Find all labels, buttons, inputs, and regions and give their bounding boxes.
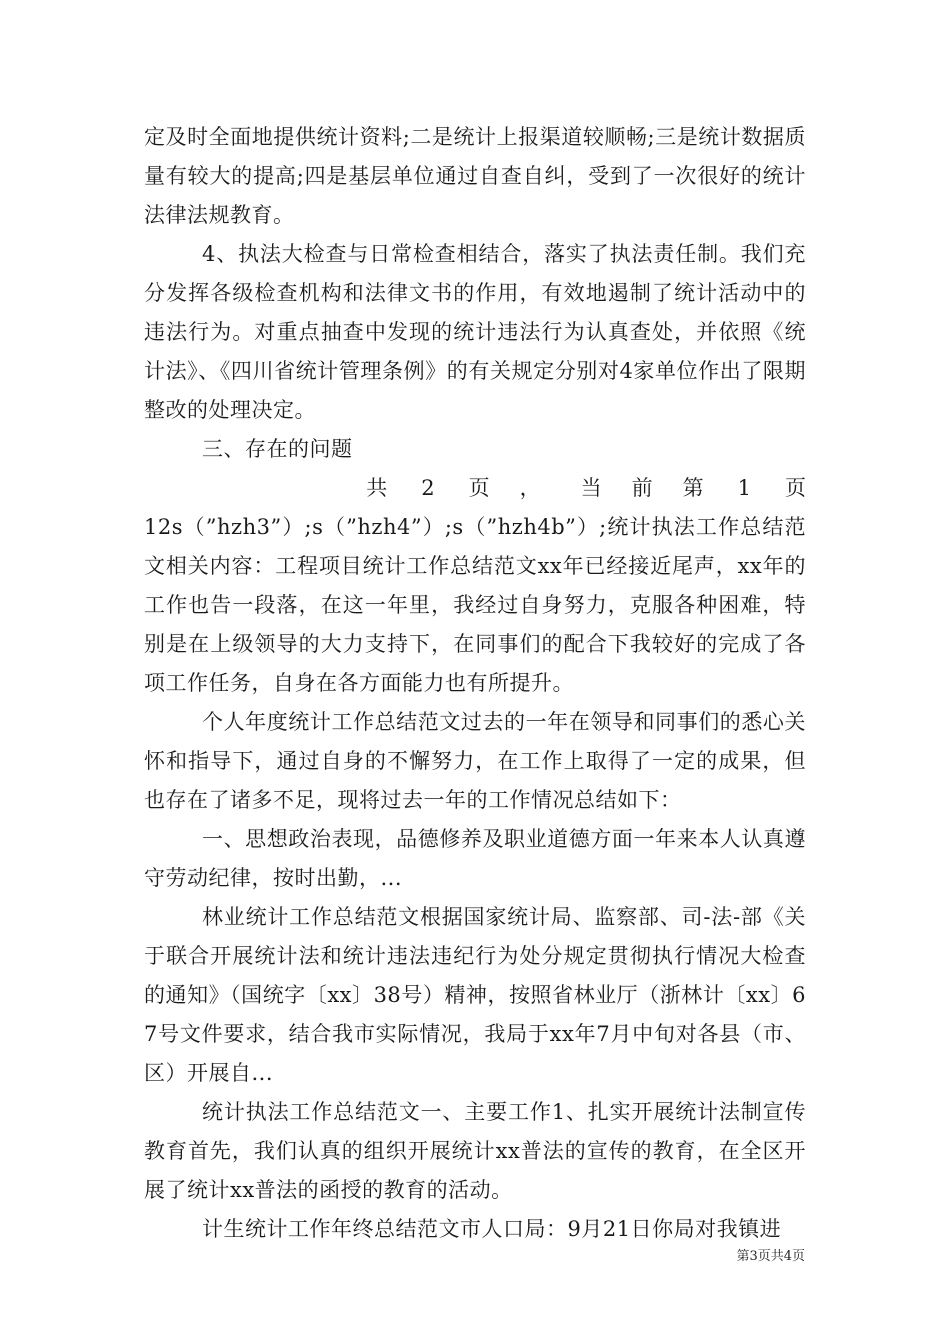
- page-indicator-token: 1: [737, 476, 751, 500]
- page-indicator-token: ，: [519, 476, 541, 500]
- paragraph-law-enforcement-check: 4、执法大检查与日常检查相结合，落实了执法责任制。我们充分发挥各级检查机构和法律文书的作用，有效地遏制了统计活动中的违法行为。对重点抽查中发现的统计违法行为认真查处，并依照《统计法》、《四川省统计管理条例》的有关规定分别对4家单位作出了限期整改的处理决定。: [144, 242, 806, 422]
- paragraph-family-planning: 计生统计工作年终总结范文市人口局：9月21日你局对我镇进: [202, 1217, 782, 1241]
- inline-page-indicator: [144, 469, 806, 508]
- page-indicator-token: 共: [366, 476, 388, 500]
- page-footer-number: 第3页共4页: [736, 1249, 805, 1264]
- page-indicator-token: 第: [682, 476, 704, 500]
- page-indicator-token: 页: [468, 476, 490, 500]
- paragraph-related-content: 12s（”hzh3”）;s（”hzh4”）;s（”hzh4b”）;统计执法工作总结范文相关内容：工程项目统计工作总结范文xx年已经接近尾声，xx年的工作也告一段落，在这一年里，我经过自身努力，克服各种困难，特别是在上级领导的大力支持下，在同事们的配合下我较好的完成了各项工作任务，自身在各方面能力也有所提升。: [144, 515, 806, 695]
- page-indicator-token: 当: [580, 476, 602, 500]
- page-indicator-token: 2: [421, 476, 435, 500]
- paragraph-personal-summary: 个人年度统计工作总结范文过去的一年在领导和同事们的悉心关怀和指导下，通过自身的不懈努力，在工作上取得了一定的成果，但也存在了诸多不足，现将过去一年的工作情况总结如下：: [144, 710, 806, 812]
- page-indicator-token: 页: [785, 476, 806, 500]
- paragraph-political-performance: 一、思想政治表现，品德修养及职业道德方面一年来本人认真遵守劳动纪律，按时出勤，...: [144, 827, 806, 890]
- paragraph-forestry-statistics: 林业统计工作总结范文根据国家统计局、监察部、司-法-部《关于联合开展统计法和统计违法违纪行为处分规定贯彻执行情况大检查的通知》（国统字〔xx〕38号）精神，按照省林业厅（浙林计〔xx〕67号文件要求，结合我市实际情况，我局于xx年7月中旬对各县（市、区）开展自...: [144, 905, 806, 1085]
- page-indicator-token: 前: [631, 476, 653, 500]
- section-heading-existing-problems: 三、存在的问题: [202, 437, 353, 461]
- paragraph-main-work: 统计执法工作总结范文一、主要工作1、扎实开展统计法制宣传教育首先，我们认真的组织开展统计xx普法的宣传的教育，在全区开展了统计xx普法的函授的教育的活动。: [144, 1100, 806, 1202]
- document-body: [144, 118, 806, 1249]
- paragraph-continuation: 定及时全面地提供统计资料;二是统计上报渠道较顺畅;三是统计数据质量有较大的提高;四是基层单位通过自查自纠，受到了一次很好的统计法律法规教育。: [144, 125, 806, 227]
